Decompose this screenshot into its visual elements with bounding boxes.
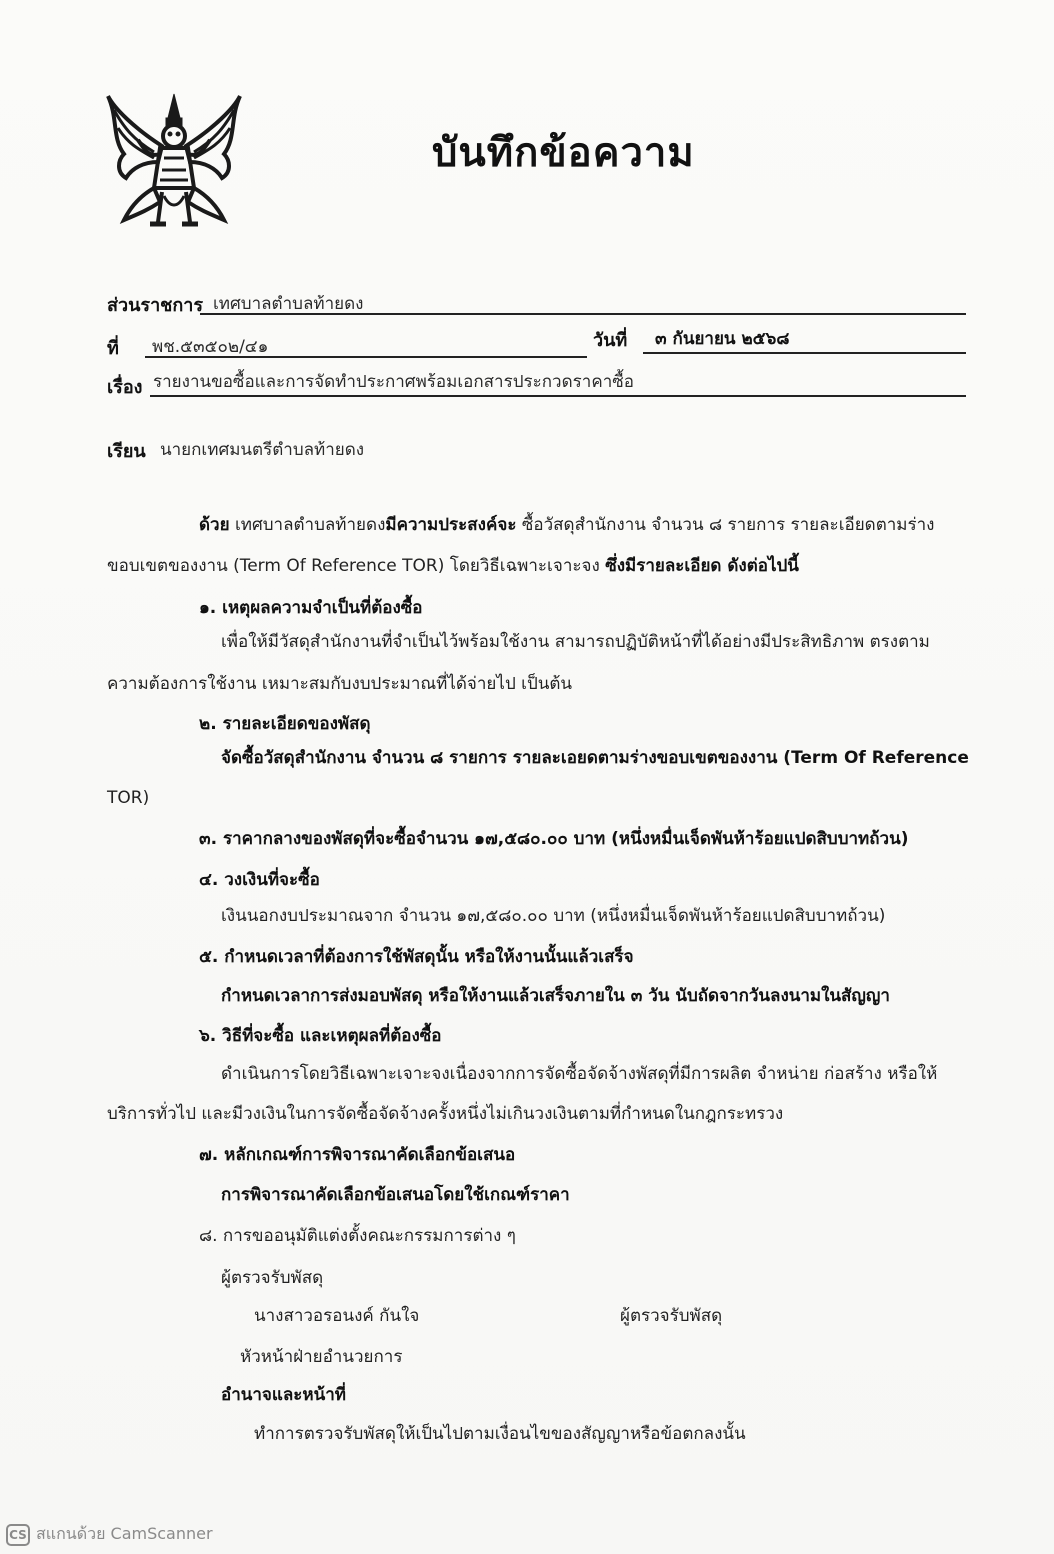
camscanner-watermark bbox=[6, 1522, 213, 1547]
section-1-line-1: เพื่อให้มีวัสดุสำนักงานที่จำเป็นไว้พร้อมใช้งาน สามารถปฏิบัติหน้าที่ได้อย่างมีประสิทธิภาพ ตรงตาม bbox=[221, 632, 930, 652]
agency-label: ส่วนราชการ bbox=[107, 295, 204, 316]
to-value: นายกเทศมนตรีตำบลท้ายดง bbox=[160, 440, 365, 460]
intro-purpose: ซื้อวัสดุสำนักงาน จำนวน ๘ รายการ รายละเอียดตามร่าง bbox=[521, 515, 935, 535]
section-6-line-2: บริการทั่วไป และมีวงเงินในการจัดซื้อจัดจ้างครั้งหนึ่งไม่เกินวงเงินตามที่กำหนดในกฎกระทรวง bbox=[107, 1104, 784, 1124]
to-label: เรียน bbox=[107, 441, 146, 462]
subject-value: รายงานขอซื้อและการจัดทำประกาศพร้อมเอกสารประกวดราคาซื้อ bbox=[153, 372, 634, 392]
memo-title: บันทึกข้อความ bbox=[432, 130, 695, 176]
section-3-line: ๓. ราคากลางของพัสดุที่จะซื้อจำนวน ๑๗,๕๘๐.๐๐ บาท (หนึ่งหมื่นเจ็ดพันห้าร้อยแปดสิบบาทถ้วน) bbox=[199, 829, 909, 849]
camscanner-logo-icon: CS bbox=[6, 1524, 30, 1546]
ref-value: พช.๕๓๕๐๒/๔๑ bbox=[152, 337, 269, 357]
duty-title: อำนาจและหน้าที่ bbox=[221, 1385, 346, 1405]
section-2-title: ๒. รายละเอียดของพัสดุ bbox=[199, 714, 371, 734]
garuda-emblem-icon bbox=[104, 88, 244, 238]
section-2-line-1: จัดซื้อวัสดุสำนักงาน จำนวน ๘ รายการ รายละเอยดตามร่างขอบเขตของงาน (Term Of Reference bbox=[221, 748, 969, 768]
camscanner-label: สแกนด้วย CamScanner bbox=[36, 1524, 213, 1543]
section-6-title: ๖. วิธีที่จะซื้อ และเหตุผลที่ต้องซื้อ bbox=[199, 1026, 442, 1046]
section-1-line-2: ความต้องการใช้งาน เหมาะสมกับงบประมาณที่ได้จ่ายไป เป็นต้น bbox=[107, 674, 573, 694]
section-5-title: ๕. กำหนดเวลาที่ต้องการใช้พัสดุนั้น หรือให้งานนั้นแล้วเสร็จ bbox=[199, 947, 634, 967]
committee-member-role: ผู้ตรวจรับพัสดุ bbox=[620, 1306, 723, 1326]
agency-value: เทศบาลตำบลท้ายดง bbox=[213, 294, 364, 314]
section-4-line: เงินนอกงบประมาณจาก จำนวน ๑๗,๕๘๐.๐๐ บาท (หนึ่งหมื่นเจ็ดพันห้าร้อยแปดสิบบาทถ้วน) bbox=[221, 906, 886, 926]
date-underline bbox=[643, 352, 966, 354]
intro-intent: มีความประสงค์จะ bbox=[385, 515, 517, 535]
section-1-title: ๑. เหตุผลความจำเป็นที่ต้องซื้อ bbox=[199, 598, 423, 618]
committee-member-position: หัวหน้าฝ่ายอำนวยการ bbox=[240, 1347, 403, 1367]
intro-word-duay: ด้วย bbox=[199, 515, 230, 535]
date-value: ๓ กันยายน ๒๕๖๘ bbox=[655, 329, 790, 349]
ref-label: ที่ bbox=[107, 338, 119, 359]
intro-method: ขอบเขตของงาน (Term Of Reference TOR) โดยวิธีเฉพาะเจาะจง bbox=[107, 556, 600, 576]
committee-member-name: นางสาวอรอนงค์ กันใจ bbox=[254, 1306, 420, 1326]
section-8-subtitle: ผู้ตรวจรับพัสดุ bbox=[221, 1268, 324, 1288]
section-4-title: ๔. วงเงินที่จะซื้อ bbox=[199, 870, 320, 890]
section-8-title: ๘. การขออนุมัติแต่งตั้งคณะกรรมการต่าง ๆ bbox=[199, 1226, 516, 1246]
intro-details-follow: ซึ่งมีรายละเอียด ดังต่อไปนี้ bbox=[605, 556, 799, 576]
section-7-title: ๗. หลักเกณฑ์การพิจารณาคัดเลือกข้อเสนอ bbox=[199, 1145, 516, 1165]
section-2-line-2: TOR) bbox=[107, 788, 150, 808]
intro-agency: เทศบาลตำบลท้ายดง bbox=[234, 515, 386, 535]
section-5-line: กำหนดเวลาการส่งมอบพัสดุ หรือให้งานแล้วเสร็จภายใน ๓ วัน นับถัดจากวันลงนามในสัญญา bbox=[221, 986, 890, 1006]
date-label: วันที่ bbox=[593, 330, 628, 351]
ref-underline bbox=[145, 356, 587, 358]
agency-underline bbox=[200, 313, 966, 315]
section-6-line-1: ดำเนินการโดยวิธีเฉพาะเจาะจงเนื่องจากการจัดซื้อจัดจ้างพัสดุที่มีการผลิต จำหน่าย ก่อสร้าง หรือให้ bbox=[221, 1064, 938, 1084]
duty-line: ทำการตรวจรับพัสดุให้เป็นไปตามเงื่อนไขของสัญญาหรือข้อตกลงนั้น bbox=[254, 1424, 746, 1444]
subject-underline bbox=[150, 395, 966, 397]
intro-line-2 bbox=[107, 552, 799, 579]
subject-label: เรื่อง bbox=[107, 377, 143, 398]
section-7-line: การพิจารณาคัดเลือกข้อเสนอโดยใช้เกณฑ์ราคา bbox=[221, 1185, 570, 1205]
intro-line-1 bbox=[199, 511, 934, 538]
